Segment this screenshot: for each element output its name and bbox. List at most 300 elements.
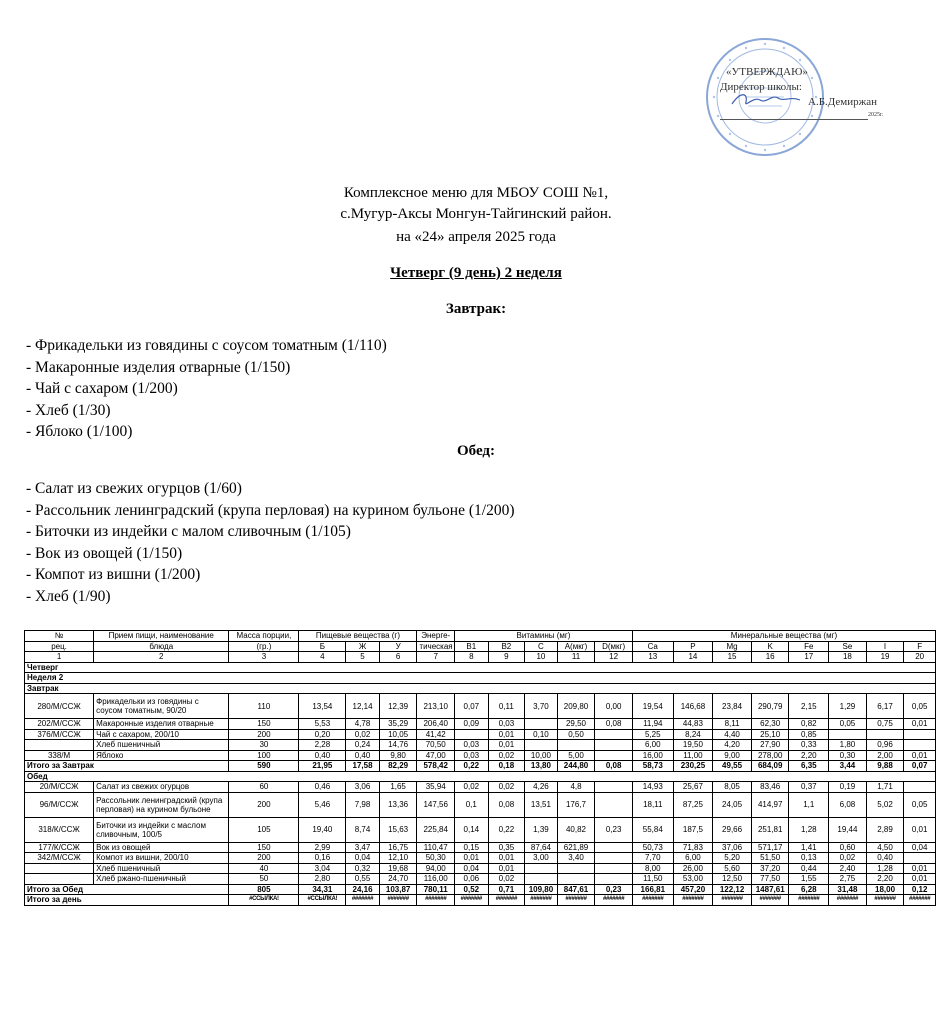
value-cell: 13,36 [379,792,417,817]
value-cell: 51,50 [751,853,789,864]
col-header-b1: В1 [455,641,489,652]
value-cell: 8,74 [346,817,380,842]
value-cell: 71,83 [673,842,713,853]
total-value-cell: 82,29 [379,761,417,772]
list-item: - Биточки из индейки с малом сливочным (1/105) [26,523,351,541]
recipe-number-cell [25,863,94,874]
value-cell: 14,93 [632,782,673,793]
total-value-cell: #ССЫЛКА! [299,895,346,906]
value-cell: 2,99 [299,842,346,853]
total-value-cell: ####### [713,895,752,906]
value-cell: 0,02 [488,750,525,761]
value-cell: 0,02 [346,729,380,740]
value-cell: 4,50 [866,842,904,853]
value-cell: 14,76 [379,740,417,751]
total-label-cell: Итого за Обед [25,884,229,895]
stamp-date-line [720,119,868,120]
value-cell: 3,04 [299,863,346,874]
total-value-cell: 578,42 [417,761,455,772]
value-cell: 3,06 [346,782,380,793]
section-row [25,683,936,694]
value-cell: 290,79 [751,694,789,719]
col-header-k: K [751,641,789,652]
total-value-cell: ####### [673,895,713,906]
value-cell [525,863,558,874]
stamp-approve-text: «УТВЕРЖДАЮ» [726,66,808,78]
value-cell: 206,40 [417,719,455,730]
col-header-f: F [904,641,936,652]
value-cell: 0,40 [346,750,380,761]
value-cell: 83,46 [751,782,789,793]
value-cell: 0,50 [557,729,595,740]
list-item: - Хлеб (1/90) [26,587,111,605]
value-cell: 8,00 [632,863,673,874]
value-cell [595,740,633,751]
value-cell: 110 [229,694,299,719]
value-cell: 60 [229,782,299,793]
value-cell: 15,63 [379,817,417,842]
total-value-cell: 0,71 [488,884,525,895]
list-item: - Макаронные изделия отварные (1/150) [26,358,291,376]
value-cell: 110,47 [417,842,455,853]
value-cell: 23,84 [713,694,752,719]
total-value-cell: ####### [417,895,455,906]
value-cell: 2,28 [299,740,346,751]
value-cell: 571,17 [751,842,789,853]
value-cell: 8,24 [673,729,713,740]
lunch-total-row [25,884,936,895]
column-number-cell: 7 [417,652,455,663]
value-cell: 29,50 [557,719,595,730]
table-header-row [25,641,936,652]
column-number-cell: 16 [751,652,789,663]
column-number-cell: 13 [632,652,673,663]
recipe-number-cell: 96/М/ССЖ [25,792,94,817]
total-value-cell: ####### [789,895,829,906]
value-cell: 0,46 [299,782,346,793]
value-cell: 225,84 [417,817,455,842]
value-cell: 87,64 [525,842,558,853]
total-value-cell: 0,08 [595,761,633,772]
value-cell: 6,17 [866,694,904,719]
total-value-cell: 31,48 [829,884,867,895]
value-cell: 62,30 [751,719,789,730]
value-cell: 0,13 [789,853,829,864]
value-cell: 4,78 [346,719,380,730]
value-cell [525,719,558,730]
value-cell: 9,80 [379,750,417,761]
value-cell: 1,28 [866,863,904,874]
value-cell [595,792,633,817]
total-value-cell: 6,35 [789,761,829,772]
column-number-cell: 11 [557,652,595,663]
table-row [25,719,936,730]
total-value-cell: 9,88 [866,761,904,772]
value-cell: 18,11 [632,792,673,817]
value-cell: 200 [229,729,299,740]
recipe-number-cell: 338/М [25,750,94,761]
column-number-cell: 2 [94,652,229,663]
total-value-cell: 6,28 [789,884,829,895]
col-header-nutrients: Пищевые вещества (г) [299,631,417,642]
value-cell: 1,39 [525,817,558,842]
total-value-cell: ####### [379,895,417,906]
total-value-cell: 13,80 [525,761,558,772]
total-value-cell: 24,16 [346,884,380,895]
lunch-menu-list [26,478,514,608]
total-value-cell: 103,87 [379,884,417,895]
value-cell: 24,05 [713,792,752,817]
value-cell: 0,20 [299,729,346,740]
value-cell [595,874,633,885]
total-value-cell: 590 [229,761,299,772]
column-number-cell: 4 [299,652,346,663]
value-cell: 2,15 [789,694,829,719]
value-cell: 3,40 [557,853,595,864]
value-cell: 2,89 [866,817,904,842]
table-row [25,782,936,793]
value-cell: 0,02 [488,782,525,793]
column-number-cell: 3 [229,652,299,663]
recipe-number-cell: 177/К/ССЖ [25,842,94,853]
value-cell: 0,10 [525,729,558,740]
column-number-cell: 19 [866,652,904,663]
col-header-gr: (гр.) [229,641,299,652]
value-cell: 4,26 [525,782,558,793]
value-cell: 87,25 [673,792,713,817]
value-cell [557,863,595,874]
list-item: - Чай с сахаром (1/200) [26,380,178,398]
col-header-vitamins: Витамины (мг) [455,631,633,642]
value-cell: 0,01 [488,863,525,874]
value-cell: 6,08 [829,792,867,817]
recipe-number-cell [25,740,94,751]
value-cell: 30 [229,740,299,751]
column-number-cell: 18 [829,652,867,663]
value-cell: 35,94 [417,782,455,793]
value-cell [595,853,633,864]
column-number-cell: 12 [595,652,633,663]
menu-title-line1: Комплексное меню для МБОУ СОШ №1, [343,185,609,201]
value-cell: 213,10 [417,694,455,719]
total-value-cell: 0,18 [488,761,525,772]
value-cell: 24,70 [379,874,417,885]
section-row [25,771,936,782]
total-value-cell: 457,20 [673,884,713,895]
col-header-i: I [866,641,904,652]
value-cell: 37,06 [713,842,752,853]
value-cell [525,740,558,751]
value-cell: 1,29 [829,694,867,719]
value-cell [595,863,633,874]
value-cell: 5,00 [557,750,595,761]
value-cell [904,729,936,740]
total-value-cell: 684,09 [751,761,789,772]
column-number-cell: 14 [673,652,713,663]
value-cell: 4,40 [713,729,752,740]
col-header-se: Se [829,641,867,652]
table-row [25,874,936,885]
value-cell: 29,66 [713,817,752,842]
value-cell: 116,00 [417,874,455,885]
value-cell: 25,10 [751,729,789,740]
section-label: Неделя 2 [25,673,936,684]
value-cell: 0,85 [789,729,829,740]
value-cell: 35,29 [379,719,417,730]
value-cell: 150 [229,719,299,730]
value-cell: 3,70 [525,694,558,719]
value-cell: 1,71 [866,782,904,793]
recipe-number-cell: 318/К/ССЖ [25,817,94,842]
stamp-year: 2025г. [868,112,884,118]
total-value-cell: 1487,61 [751,884,789,895]
breakfast-menu-list [26,335,387,443]
value-cell: 0,01 [904,750,936,761]
col-header-meal: Прием пищи, наименование [94,631,229,642]
dish-name-cell: Биточки из индейки с маслом сливочным, 100/5 [94,817,229,842]
column-number-cell: 15 [713,652,752,663]
col-header-u: У [379,641,417,652]
value-cell: 7,98 [346,792,380,817]
menu-date: на «24» апреля 2025 года [396,229,556,245]
column-number-cell: 5 [346,652,380,663]
col-header-fe: Fe [789,641,829,652]
value-cell: 187,5 [673,817,713,842]
total-value-cell: 847,61 [557,884,595,895]
table-row [25,817,936,842]
value-cell: 0,24 [346,740,380,751]
value-cell: 2,75 [829,874,867,885]
col-header-p: P [673,641,713,652]
total-value-cell: 17,58 [346,761,380,772]
breakfast-total-row [25,761,936,772]
dish-name-cell: Хлеб ржано-пшеничный [94,874,229,885]
total-value-cell: 58,73 [632,761,673,772]
value-cell: 0,40 [299,750,346,761]
section-label: Четверг [25,662,936,673]
list-item: - Яблоко (1/100) [26,423,133,441]
value-cell: 0,11 [488,694,525,719]
table-row [25,792,936,817]
col-header-zh: Ж [346,641,380,652]
recipe-number-cell [25,874,94,885]
list-item: - Хлеб (1/30) [26,401,111,419]
table-row [25,694,936,719]
value-cell: 0,75 [866,719,904,730]
day-total-row [25,895,936,906]
value-cell [595,729,633,740]
total-value-cell: ####### [488,895,525,906]
table-row [25,729,936,740]
value-cell: 0,37 [789,782,829,793]
value-cell: 0,01 [488,729,525,740]
value-cell: 2,80 [299,874,346,885]
total-label-cell: Итого за Завтрак [25,761,229,772]
dish-name-cell: Чай с сахаром, 200/10 [94,729,229,740]
value-cell: 16,75 [379,842,417,853]
day-heading: Четверг (9 день) 2 неделя [390,265,562,281]
dish-name-cell: Вок из овощей [94,842,229,853]
value-cell: 0,15 [455,842,489,853]
value-cell: 9,00 [713,750,752,761]
value-cell [904,853,936,864]
col-header-b: Б [299,641,346,652]
table-row [25,842,936,853]
total-value-cell: 805 [229,884,299,895]
total-value-cell: 0,07 [904,761,936,772]
total-value-cell: ####### [866,895,904,906]
column-number-cell: 20 [904,652,936,663]
value-cell: 19,54 [632,694,673,719]
col-header-mass: Масса порции, [229,631,299,642]
value-cell: 0,03 [455,750,489,761]
value-cell: 0,1 [455,792,489,817]
menu-title-line2: с.Мугур-Аксы Монгун-Тайгинский район. [340,206,612,222]
col-header-a: А(мкг) [557,641,595,652]
total-value-cell: ####### [557,895,595,906]
value-cell: 0,01 [488,853,525,864]
dish-name-cell: Яблоко [94,750,229,761]
value-cell: 94,00 [417,863,455,874]
column-number-cell: 17 [789,652,829,663]
value-cell: 1,80 [829,740,867,751]
value-cell [904,740,936,751]
col-header-rec: рец. [25,641,94,652]
value-cell: 4,8 [557,782,595,793]
value-cell: 0,04 [346,853,380,864]
value-cell: 0,03 [488,719,525,730]
value-cell: 11,94 [632,719,673,730]
value-cell: 0,14 [455,817,489,842]
section-label: Завтрак [25,683,936,694]
total-value-cell: ####### [751,895,789,906]
value-cell: 40 [229,863,299,874]
value-cell: 6,00 [673,853,713,864]
dish-name-cell: Макаронные изделия отварные [94,719,229,730]
stamp-director-name: А.Б.Демиржан [808,96,877,108]
column-number-cell: 8 [455,652,489,663]
value-cell: 12,14 [346,694,380,719]
total-value-cell: 230,25 [673,761,713,772]
table-row [25,750,936,761]
nutrition-table-body [25,652,936,906]
value-cell: 0,22 [488,817,525,842]
value-cell: 16,00 [632,750,673,761]
value-cell: 0,19 [829,782,867,793]
value-cell [595,782,633,793]
value-cell: 200 [229,853,299,864]
value-cell: 0,01 [904,874,936,885]
value-cell: 0,04 [455,863,489,874]
value-cell: 1,55 [789,874,829,885]
dish-name-cell: Фрикадельки из говядины с соусом томатным, 90/20 [94,694,229,719]
value-cell: 0,06 [455,874,489,885]
value-cell: 0,01 [455,853,489,864]
value-cell: 0,00 [595,694,633,719]
value-cell [455,729,489,740]
column-number-cell: 9 [488,652,525,663]
value-cell: 0,09 [455,719,489,730]
value-cell: 100 [229,750,299,761]
total-value-cell: 122,12 [713,884,752,895]
total-value-cell: 109,80 [525,884,558,895]
value-cell: 5,60 [713,863,752,874]
value-cell: 0,82 [789,719,829,730]
value-cell: 25,67 [673,782,713,793]
col-header-minerals: Минеральные вещества (мг) [632,631,935,642]
value-cell: 1,28 [789,817,829,842]
dish-name-cell: Хлеб пшеничный [94,740,229,751]
value-cell: 10,00 [525,750,558,761]
value-cell: 53,00 [673,874,713,885]
dish-name-cell: Рассольник ленинградский (крупа перловая) на курином бульоне [94,792,229,817]
value-cell [904,782,936,793]
nutrition-table [24,630,936,906]
value-cell: 6,00 [632,740,673,751]
value-cell: 0,07 [455,694,489,719]
value-cell: 0,03 [455,740,489,751]
total-value-cell: 49,55 [713,761,752,772]
col-header-energy2: тическая [417,641,455,652]
total-value-cell: 0,23 [595,884,633,895]
value-cell: 0,35 [488,842,525,853]
dish-name-cell: Компот из вишни, 200/10 [94,853,229,864]
col-header-mg: Mg [713,641,752,652]
value-cell: 13,51 [525,792,558,817]
value-cell: 0,23 [595,817,633,842]
value-cell: 0,16 [299,853,346,864]
column-number-cell: 1 [25,652,94,663]
value-cell: 0,05 [829,719,867,730]
value-cell: 11,50 [632,874,673,885]
total-value-cell: ####### [525,895,558,906]
value-cell: 4,20 [713,740,752,751]
value-cell: 8,05 [713,782,752,793]
list-item: - Фрикадельки из говядины с соусом томатным (1/110) [26,337,387,354]
total-value-cell: 3,44 [829,761,867,772]
total-value-cell: 244,80 [557,761,595,772]
value-cell: 12,10 [379,853,417,864]
value-cell: 1,1 [789,792,829,817]
value-cell: 251,81 [751,817,789,842]
value-cell: 0,44 [789,863,829,874]
table-header-row [25,631,936,642]
list-item: - Компот из вишни (1/200) [26,566,201,584]
value-cell: 3,47 [346,842,380,853]
value-cell [557,740,595,751]
value-cell: 47,00 [417,750,455,761]
total-value-cell: ####### [595,895,633,906]
total-value-cell: ####### [455,895,489,906]
recipe-number-cell: 202/М/ССЖ [25,719,94,730]
breakfast-heading: Завтрак: [445,301,507,317]
value-cell: 105 [229,817,299,842]
value-cell: 12,50 [713,874,752,885]
value-cell: 27,90 [751,740,789,751]
value-cell: 3,00 [525,853,558,864]
value-cell: 10,05 [379,729,417,740]
total-value-cell: 780,11 [417,884,455,895]
value-cell: 0,02 [455,782,489,793]
col-header-dish: блюда [94,641,229,652]
value-cell: 0,05 [904,792,936,817]
table-row [25,740,936,751]
value-cell: 2,00 [866,750,904,761]
total-value-cell: #ССЫЛКА! [229,895,299,906]
value-cell: 19,40 [299,817,346,842]
total-value-cell: 0,22 [455,761,489,772]
recipe-number-cell: 376/М/ССЖ [25,729,94,740]
